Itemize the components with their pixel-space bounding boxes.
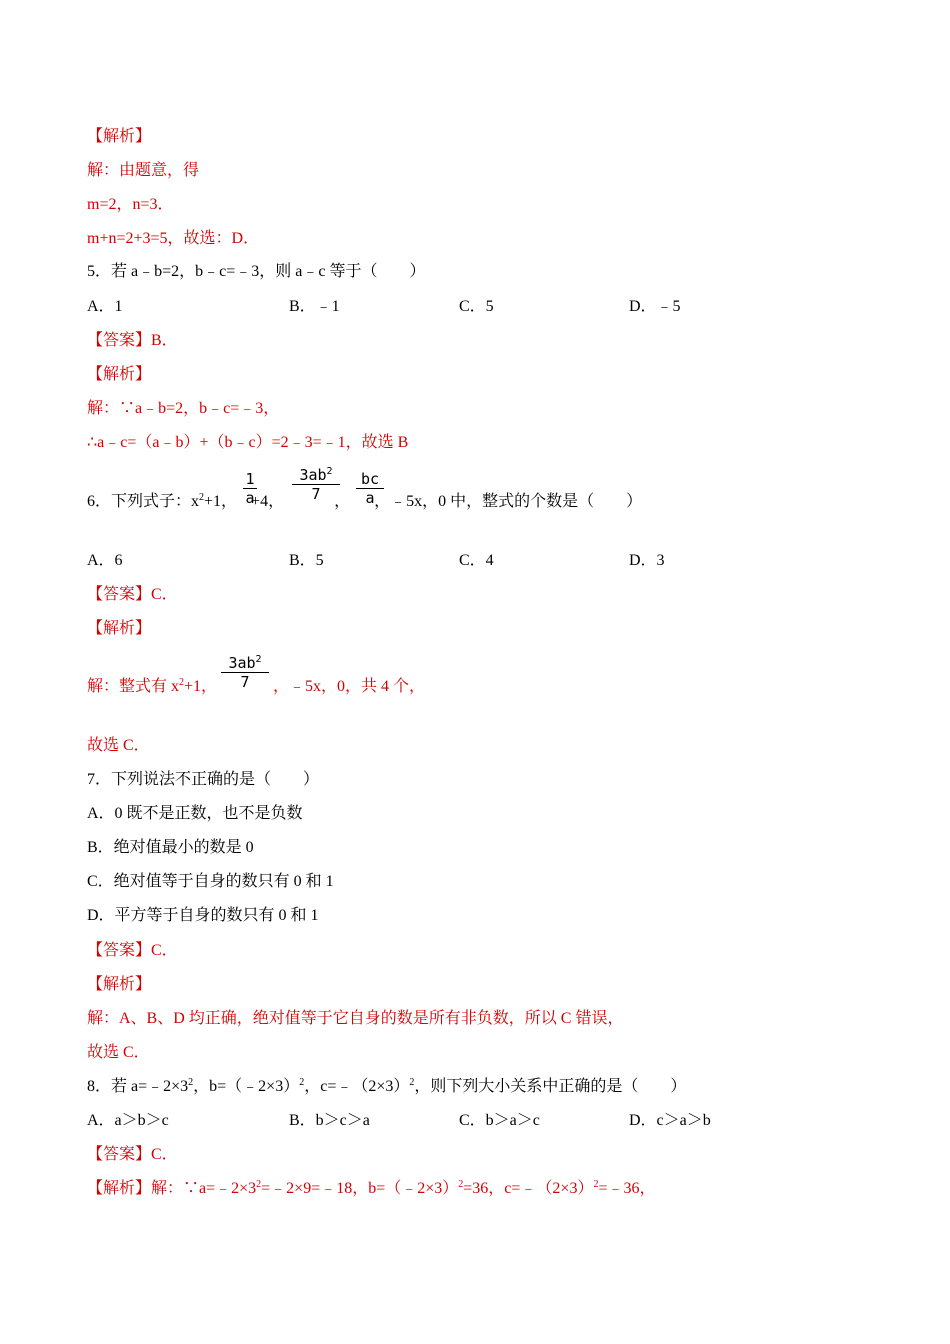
q4-solution-line-2: m=2，n=3． — [87, 196, 174, 213]
q5-option-c: C．5 — [459, 298, 494, 315]
q6-fraction-3ab2-over-7 — [292, 466, 340, 503]
q7-solution-line-1: 解：A、B、D 均正确，绝对值等于它自身的数是所有非负数，所以 C 错误， — [87, 1010, 624, 1027]
q5-option-b: B．﹣1 — [289, 298, 340, 315]
q6-f1-numerator: 1 — [245, 470, 255, 488]
q7-option-c: C．绝对值等于自身的数只有 0 和 1 — [87, 873, 334, 890]
q6-f1-denominator: a — [245, 489, 255, 507]
q5-solution-line-2: ∴a﹣c=（a﹣b）+（b﹣c）=2﹣3=﹣1，故选 B — [87, 434, 409, 451]
q8-stem-sup-3: 2 — [409, 1077, 415, 1088]
q8-stem — [87, 1077, 686, 1097]
q5-solution-line-1: 解：∵a﹣b=2，b﹣c=﹣3， — [87, 400, 280, 417]
q8-sol-sup-2: 2 — [458, 1179, 464, 1190]
q6-sol-sup: 2 — [179, 677, 185, 688]
q6-f2-denominator: 7 — [311, 485, 321, 503]
q6-option-a: A．6 — [87, 552, 123, 569]
q6-sol-f-denominator: 7 — [240, 673, 250, 691]
q8-solution — [87, 1179, 656, 1199]
q8-stem-2: ，b=（﹣2×3） — [193, 1078, 300, 1095]
q8-sol-4: =﹣36， — [598, 1180, 656, 1197]
q6-stem-post: ﹣5x，0 中，整式的个数是（ ） — [390, 493, 643, 510]
q8-option-b: B．b＞c＞a — [289, 1112, 370, 1129]
q6-stem-comma1: ， — [334, 493, 351, 510]
q7-jiexi-label: 【解析】 — [87, 976, 152, 993]
q6-fraction-1-over-a — [243, 470, 257, 507]
q6-fraction-bc-over-a — [356, 470, 384, 507]
q6-stem-comma2: ， — [374, 493, 391, 510]
q6-sol-post: ，﹣5x，0，共 4 个， — [273, 678, 426, 695]
q4-solution-line-1: 解：由题意，得 — [87, 162, 200, 179]
q7-stem: 7．下列说法不正确的是（ ） — [87, 771, 320, 788]
q6-answer: 【答案】C． — [87, 586, 178, 603]
q6-f3-numerator: bc — [360, 470, 380, 488]
q6-sol-f-sup: 2 — [255, 654, 262, 665]
q8-sol-1: 【解析】解：∵a=﹣2×3 — [87, 1180, 257, 1197]
q8-stem-3: ，c=﹣（2×3） — [304, 1078, 410, 1095]
q7-option-b: B．绝对值最小的数是 0 — [87, 839, 254, 856]
q6-sol-mid: +1， — [184, 678, 218, 695]
q7-answer: 【答案】C． — [87, 942, 178, 959]
q6-option-c: C．4 — [459, 552, 494, 569]
q5-option-d: D．﹣5 — [629, 298, 681, 315]
q8-sol-sup-1: 2 — [256, 1179, 262, 1190]
q6-option-b: B．5 — [289, 552, 324, 569]
q6-stem-pre: 6．下列式子：x — [87, 493, 200, 510]
q8-stem-sup-1: 2 — [188, 1077, 194, 1088]
q4-jiexi-label: 【解析】 — [87, 128, 152, 145]
q6-f3-denominator: a — [365, 489, 375, 507]
q7-option-a: A．0 既不是正数，也不是负数 — [87, 805, 303, 822]
q5-option-a: A．1 — [87, 298, 123, 315]
q8-stem-1: 8．若 a=﹣2×3 — [87, 1078, 189, 1095]
q5-answer: 【答案】B． — [87, 332, 178, 349]
q8-sol-2: =﹣2×9=﹣18，b=（﹣2×3） — [261, 1180, 459, 1197]
q6-jiexi-label: 【解析】 — [87, 620, 152, 637]
q6-f2-sup: 2 — [326, 466, 333, 477]
q6-stem-a: +1， — [204, 493, 238, 510]
q5-jiexi-label: 【解析】 — [87, 366, 152, 383]
q6-stem-sup: 2 — [199, 492, 205, 503]
q8-sol-sup-3: 2 — [593, 1179, 599, 1190]
q6-stem-b: +4， — [251, 493, 285, 510]
q7-option-d: D．平方等于自身的数只有 0 和 1 — [87, 907, 319, 924]
q8-option-c: C．b＞a＞c — [459, 1112, 540, 1129]
q8-stem-sup-2: 2 — [299, 1077, 305, 1088]
q8-answer: 【答案】C． — [87, 1146, 178, 1163]
q6-sol-f-numerator: 3ab — [228, 654, 256, 672]
q8-stem-4: ，则下列大小关系中正确的是（ ） — [414, 1078, 687, 1095]
q6-option-d: D．3 — [629, 552, 665, 569]
q8-option-d: D．c＞a＞b — [629, 1112, 711, 1129]
q8-sol-3: =36，c=﹣（2×3） — [463, 1180, 594, 1197]
q5-stem: 5．若 a﹣b=2，b﹣c=﹣3，则 a﹣c 等于（ ） — [87, 263, 426, 280]
q6-solution-fraction-3ab2-over-7 — [221, 654, 269, 691]
q4-solution-line-3: m+n=2+3=5，故选：D． — [87, 230, 260, 247]
q7-solution-line-2: 故选 C． — [87, 1044, 150, 1061]
q8-option-a: A．a＞b＞c — [87, 1112, 169, 1129]
q6-sol-pre: 解：整式有 x — [87, 678, 180, 695]
q6-f2-numerator: 3ab — [299, 466, 327, 484]
q6-solution-line-2: 故选 C． — [87, 737, 150, 754]
